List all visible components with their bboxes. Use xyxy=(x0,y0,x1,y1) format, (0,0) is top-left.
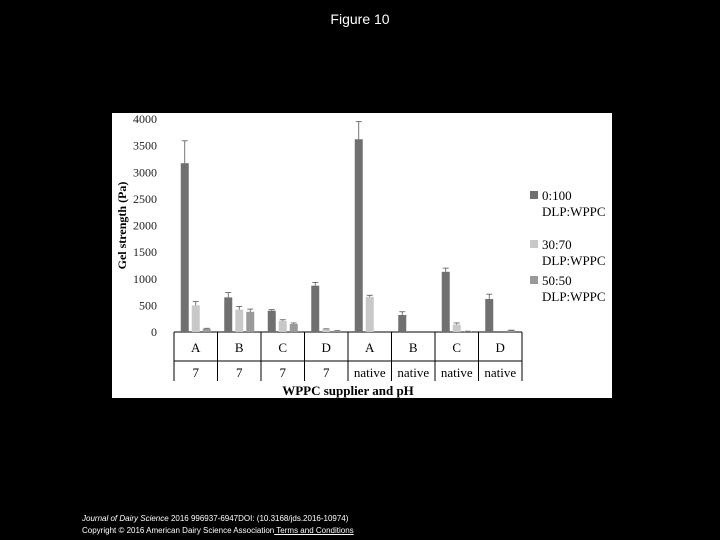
bar xyxy=(246,312,254,332)
bar xyxy=(453,325,461,332)
y-tick-label: 1500 xyxy=(133,245,157,260)
legend-swatch xyxy=(530,276,538,284)
x-tick-label-ph: native xyxy=(484,365,517,380)
bar xyxy=(290,324,298,332)
legend-swatch xyxy=(530,191,538,199)
y-tick-label: 1000 xyxy=(133,271,157,286)
copyright-text: Copyright © 2016 American Dairy Science Association xyxy=(82,526,275,535)
x-tick-label-supplier: B xyxy=(234,340,244,355)
x-tick-label-ph: 7 xyxy=(236,365,243,380)
legend-swatch xyxy=(530,240,538,248)
x-tick-label-supplier: A xyxy=(365,340,375,355)
x-tick-label-supplier: C xyxy=(278,340,288,355)
bar xyxy=(224,297,232,332)
x-tick-label-supplier: A xyxy=(191,340,201,355)
x-tick-label-supplier: D xyxy=(321,340,331,355)
bar xyxy=(442,272,450,332)
bar xyxy=(235,310,243,332)
copyright-line xyxy=(82,525,354,537)
y-tick-label: 4000 xyxy=(133,113,157,126)
bar xyxy=(311,286,319,332)
bar-chart xyxy=(112,113,612,398)
y-tick-label: 0 xyxy=(151,325,157,339)
y-tick-label: 2000 xyxy=(133,218,157,233)
y-tick-label: 3500 xyxy=(133,138,157,153)
x-axis-title: WPPC supplier and pH xyxy=(282,383,414,398)
citation-footer xyxy=(82,513,354,537)
bar xyxy=(192,305,200,332)
chart-panel xyxy=(112,113,612,398)
bar xyxy=(203,329,211,332)
bar xyxy=(355,139,363,332)
bar xyxy=(181,163,189,332)
bar xyxy=(507,330,515,332)
y-tick-label: 500 xyxy=(139,298,157,313)
y-tick-label: 2500 xyxy=(133,191,157,206)
bar xyxy=(333,331,341,332)
x-tick-label-ph: 7 xyxy=(192,365,199,380)
bar xyxy=(279,321,287,332)
terms-link[interactable]: Terms and Conditions xyxy=(274,526,354,535)
bar xyxy=(366,297,374,332)
y-tick-label: 3000 xyxy=(133,165,157,180)
x-tick-label-supplier: D xyxy=(495,340,505,355)
legend-label: 50:50 DLP:WPPC xyxy=(542,273,606,304)
journal-name: Journal of Dairy Science xyxy=(82,514,169,523)
legend-label: 30:70 DLP:WPPC xyxy=(542,237,606,268)
x-tick-label-ph: 7 xyxy=(323,365,330,380)
y-axis-title: Gel strength (Pa) xyxy=(115,181,129,270)
x-tick-label-supplier: B xyxy=(408,340,418,355)
x-tick-label-ph: native xyxy=(440,365,473,380)
legend-label: 0:100 DLP:WPPC xyxy=(542,188,606,219)
bar xyxy=(322,329,330,332)
bar xyxy=(398,315,406,332)
x-tick-label-supplier: C xyxy=(452,340,462,355)
x-tick-label-ph: 7 xyxy=(279,365,286,380)
x-tick-label-ph: native xyxy=(353,365,386,380)
citation-line xyxy=(82,513,354,525)
bar xyxy=(485,299,493,332)
x-tick-label-ph: native xyxy=(397,365,430,380)
bar xyxy=(268,311,276,332)
figure-title: Figure 10 xyxy=(330,11,390,27)
citation-text: 2016 996937-6947DOI: (10.3168/jds.2016-10974) xyxy=(168,514,349,523)
